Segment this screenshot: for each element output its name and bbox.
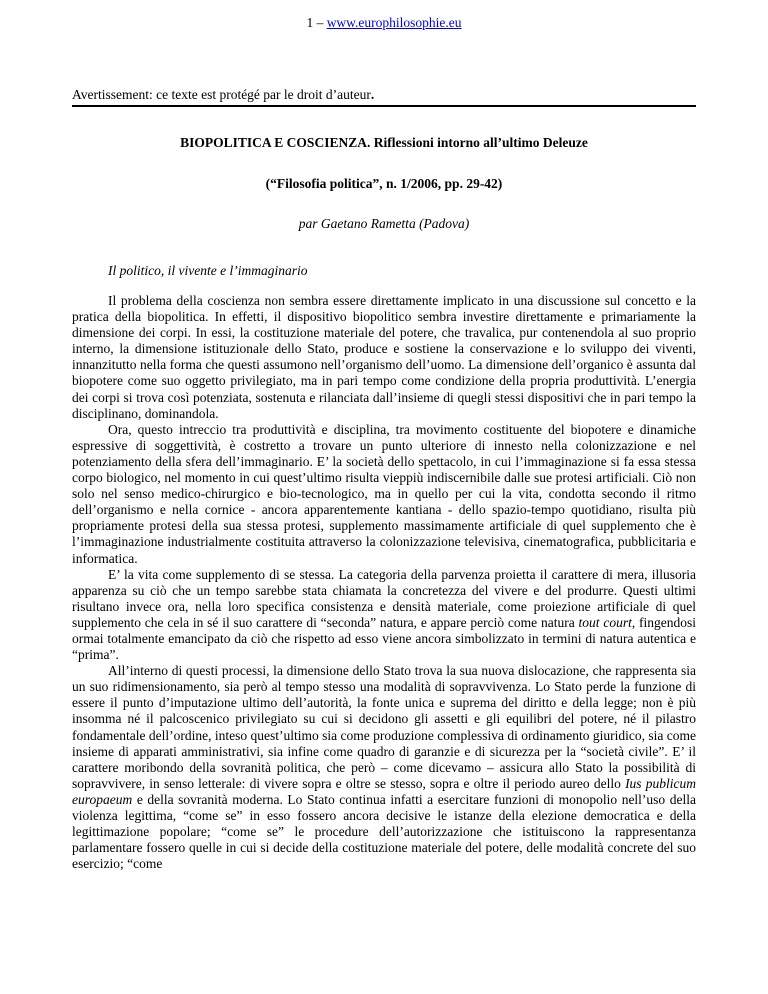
paragraph-2: Ora, questo intreccio tra produttività e disciplina, tra movimento costituente del biopotere e dinamiche espressive di soggettività, è costretto a trovare un punto ulteriore di innesto nella colonizzazione e nel potenziamento della sfera dell’immaginario. E’ la società dello spettacolo, in cui l’immaginazione si fa essa stessa corpo biologico, nel momento in cui quest’ultimo risulta vieppiù indiscernibile dalle sue protesi artificiali. Ciò non solo nel senso medico-chirurgico e bio-tecnologico, ma in quello per cui la vita, condotta secondo il ritmo dell’organismo e nella cornice - ancora apparentemente kantiana - dello spazio-tempo quotidiano, risulta più propriamente protesi della sua stessa protesi, supplemento massimamente artificiale di quel supplemento che è l’immaginazione industrialmente costituita attraverso la colonizzazione televisiva, cinematografica, pubblicitaria e informatica. <box>72 421 696 566</box>
warning-period: . <box>370 87 375 102</box>
paragraph-4 <box>72 663 696 872</box>
paragraph-3-emphasis: tout court <box>578 614 632 630</box>
document-author: par Gaetano Rametta (Padova) <box>298 216 470 231</box>
section-title: Il politico, il vivente e l’immaginario <box>108 263 308 278</box>
paragraph-4-text-b: e della sovranità moderna. Lo Stato continua infatti a esercitare funzioni di monopolio nell’uso della violenza legittima, “come se” in esso fossero ancora decisive le istanze della elezione democratica e della legittimazione popolare; “come se” le procedure dell’autorizzazione che istituiscono la rappresentanza parlamentare fossero quelle in cui si decide della costituzione materiale del potere, delle modalità concrete del suo esercizio; “come <box>72 791 696 872</box>
page-number: 1 – <box>306 15 327 30</box>
paragraph-3-text-b: , fingendosi ormai totalmente emancipato da ciò che rispetto ad esso viene ancora simbolizzato in termini di natura autentica e “prima”. <box>72 614 697 663</box>
website-link[interactable]: www.europhilosophie.eu <box>326 15 462 30</box>
warning-text: Avertissement: ce texte est protégé par le droit d’auteur <box>72 87 371 102</box>
document-title: BIOPOLITICA E COSCIENZA. Riflessioni intorno all’ultimo Deleuze <box>180 135 588 150</box>
document-page <box>72 0 696 872</box>
paragraph-3 <box>72 567 696 664</box>
paragraph-4-text-a: All’interno di questi processi, la dimensione dello Stato trova la sua nuova dislocazione, che rappresenta sia un suo ridimensionamento, sia però al tempo stesso una modalità di sopravvivenza. Lo Stato perde la funzione di essere il punto d’imputazione ultimo dell’autorità, la fonte unica e suprema del diritto e della legge; non è più insomma né il palcoscenico privilegiato su cui si decidono gli assetti e gli equilibri del potere, né il pilastro fondamentale dell’ordine, inteso quest’ultimo sia come produzione complessiva di ordinamento giuridico, sia come insieme di apparati amministrativi, sia infine come quadro di garanzie e di sicurezza per la “società civile”. E’ il carattere moribondo della sovranità politica, che però – come dicevamo – assicura allo Stato la possibilità di sopravvivere, in senso letterale: di vivere sopra e oltre se stesso, sopra e oltre il periodo aureo dello <box>72 663 696 791</box>
horizontal-rule <box>72 105 696 107</box>
copyright-warning <box>72 87 696 103</box>
paragraph-3-text-a: E’ la vita come supplemento di se stessa. La categoria della parvenza proietta il carattere di mera, illusoria apparenza su ciò che un tempo sarebbe stata chiamata la concretezza del vivere e del produrre. Questi ultimi risultano invece ora, nella loro specifica consistenza e densità materiale, come proiezione artificiale di quel supplemento che cela in sé il suo carattere di “seconda” natura, e appare perciò come natura <box>72 566 696 630</box>
paragraph-4-emphasis: Ius publicum europaeum <box>72 775 696 807</box>
body-text <box>72 293 696 872</box>
document-subtitle: (“Filosofia politica”, n. 1/2006, pp. 29-42) <box>265 176 503 191</box>
page-header <box>72 15 696 33</box>
paragraph-1: Il problema della coscienza non sembra essere direttamente implicato in una discussione sul concetto e la pratica della biopolitica. In effetti, il dispositivo biopolitico sembra investire direttamente e primariamente la dimensione dei corpi. In essi, la costituzione materiale del potere, che travalica, pur contenendola al suo proprio interno, la dimensione istituzionale dello Stato, produce e sostiene la conservazione e lo sviluppo dei viventi, innanzitutto nella forma che questi assumono nell’organismo dell’uomo. La dimensione dell’organico è assunta dal biopotere come suo oggetto privilegiato, ma in pari tempo come condizione della propria produttività. L’energia dei corpi si trova così potenziata, sostenuta e rilanciata dall’insieme di quegli stessi dispositivi che in pari tempo la disciplinano, dominandola. <box>72 293 696 421</box>
